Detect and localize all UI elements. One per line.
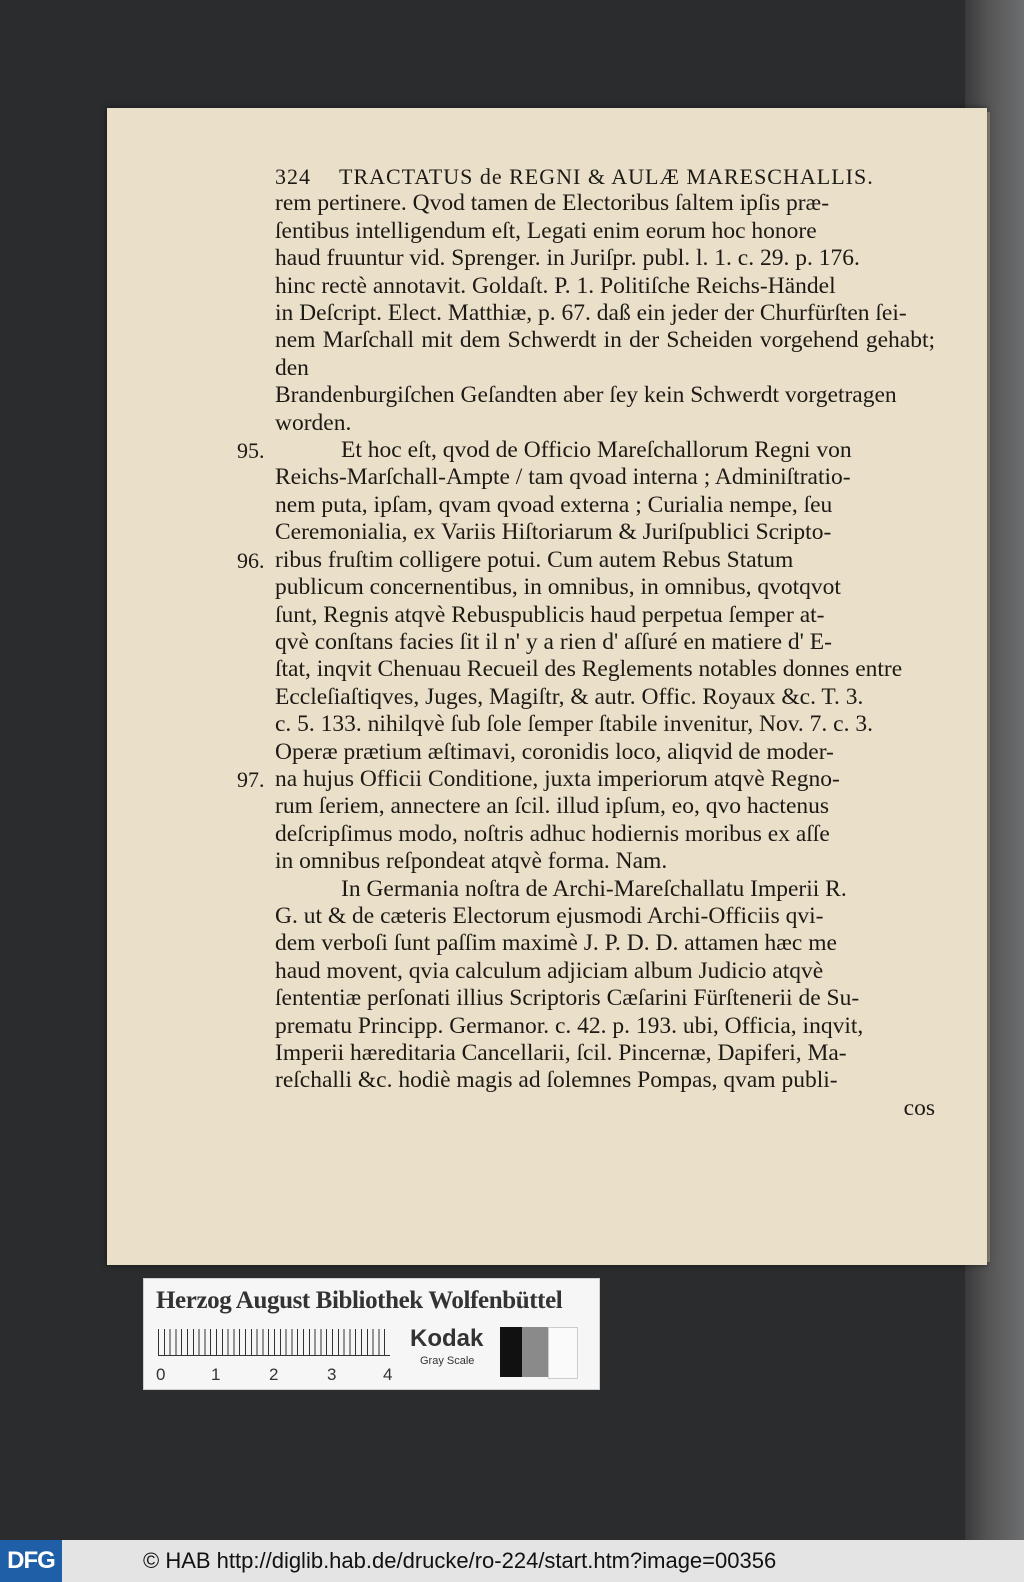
page-number: 324 bbox=[275, 164, 311, 189]
text-line: worden. bbox=[275, 409, 352, 436]
text-line: ſunt, Regnis atqvè Rebuspublicis haud perpetua ſemper at- bbox=[275, 601, 825, 628]
text-line: qvè conſtans facies ſit il n' y a rien d' aſſuré en matiere d' E- bbox=[275, 628, 832, 655]
text-line: hinc rectè annotavit. Goldaſt. P. 1. Politiſche Reichs-Händel bbox=[275, 272, 836, 299]
gray-scale-label: Gray Scale bbox=[420, 1355, 475, 1367]
page-text bbox=[237, 163, 935, 1122]
text-line: c. 5. 133. nihilqvè ſub ſole ſemper ſtabile invenitur, Nov. 7. c. 3. bbox=[275, 711, 873, 738]
margin-number: 96. bbox=[237, 547, 265, 573]
text-line: ſtat, inqvit Chenuau Recueil des Reglements notables donnes entre bbox=[275, 656, 903, 683]
kodak-logo: Kodak bbox=[410, 1325, 484, 1352]
text-line: ſententiæ perſonati illius Scriptoris Cæſarini Fürſtenerii de Su- bbox=[275, 985, 860, 1012]
text-line: Operæ prætium æſtimavi, coronidis loco, aliqvid de moder- bbox=[275, 738, 834, 765]
gray-swatch-black bbox=[500, 1327, 522, 1377]
library-name: Herzog August Bibliothek Wolfenbüttel bbox=[156, 1287, 563, 1314]
text-line: Eccleſiaſtiqves, Juges, Magiſtr, & autr. Offic. Royaux &c. T. 3. bbox=[275, 683, 864, 710]
text-line: 96. ribus fruſtim colligere potui. Cum autem Rebus Statum bbox=[237, 546, 794, 573]
text-line: haud movent, qvia calculum adjiciam album Judicio atqvè bbox=[275, 957, 824, 984]
text-line: ſentibus intelligendum eſt, Legati enim eorum hoc honore bbox=[275, 217, 817, 244]
text-line: in omnibus reſpondeat atqvè forma. Nam. bbox=[275, 848, 668, 875]
text-line: haud fruuntur vid. Sprenger. in Juriſpr. publ. l. 1. c. 29. p. 176. bbox=[275, 245, 860, 272]
text-line: 97. na hujus Officii Conditione, juxta imperiorum atqvè Regno- bbox=[237, 765, 840, 792]
gray-swatch-mid bbox=[522, 1327, 548, 1377]
text-lines bbox=[237, 190, 935, 1122]
catchword: cos bbox=[903, 1094, 935, 1121]
text-line: Brandenburgiſchen Geſandten aber ſey kein Schwerdt vorgetragen bbox=[275, 382, 897, 409]
text-line: deſcripſimus modo, noſtris adhuc hodiernis moribus ex aſſe bbox=[275, 820, 830, 847]
ruler-number: 1 bbox=[211, 1365, 221, 1384]
copyright-link[interactable]: © HAB http://diglib.hab.de/drucke/ro-224/start.htm?image=00356 bbox=[143, 1548, 777, 1573]
book-page bbox=[107, 108, 987, 1265]
text-line: nem Marſchall mit dem Schwerdt in der Scheiden vorgehend gehabt; den bbox=[275, 327, 935, 381]
margin-number: 95. bbox=[237, 438, 265, 464]
gray-swatch-white bbox=[548, 1327, 578, 1379]
ruler-number: 3 bbox=[327, 1365, 337, 1384]
ruler-number: 0 bbox=[156, 1365, 166, 1384]
ruler-number: 4 bbox=[383, 1365, 393, 1384]
text-line: 95. Et hoc eſt, qvod de Officio Mareſchallorum Regni von bbox=[237, 437, 852, 464]
page-header bbox=[275, 163, 935, 190]
margin-number: 97. bbox=[237, 766, 265, 792]
text-line: publicum concernentibus, in omnibus, in omnibus, qvotqvot bbox=[275, 574, 841, 601]
text-line: prematu Principp. Germanor. c. 42. p. 193. ubi, Officia, inqvit, bbox=[275, 1012, 864, 1039]
ruler-number: 2 bbox=[269, 1365, 279, 1384]
text-line: Imperii hæreditaria Cancellarii, ſcil. Pincernæ, Dapiferi, Ma- bbox=[275, 1040, 847, 1066]
text-line: dem verboſi ſunt paſſim maximè J. P. D. D. attamen hæc me bbox=[275, 930, 837, 957]
dfg-logo: DFG bbox=[0, 1540, 62, 1582]
text-line: in Deſcript. Elect. Matthiæ, p. 67. daß ein jeder der Churfürſten ſei- bbox=[275, 300, 907, 327]
text-line: Ceremonialia, ex Variis Hiſtoriarum & Juriſpublici Scripto- bbox=[275, 519, 832, 546]
text-line: rum ſeriem, annectere an ſcil. illud ipſum, eo, qvo hactenus bbox=[275, 793, 830, 820]
running-title: TRACTATUS de REGNI & AULÆ MARESCHALLIS. bbox=[339, 164, 874, 189]
text-line: G. ut & de cæteris Electorum ejusmodi Archi-Officiis qvi- bbox=[275, 902, 824, 929]
footer-bar bbox=[0, 1540, 1024, 1582]
text-line: Reichs-Marſchall-Ampte / tam qvoad interna ; Adminiſtratio- bbox=[275, 464, 851, 491]
text-line: In Germania noſtra de Archi-Mareſchallatu Imperii R. bbox=[341, 875, 847, 902]
text-line: rem pertinere. Qvod tamen de Electoribus ſaltem ipſis præ- bbox=[275, 190, 830, 217]
library-label bbox=[143, 1278, 600, 1390]
text-line: nem puta, ipſam, qvam qvoad externa ; Curialia nempe, ſeu bbox=[275, 491, 833, 518]
scale-ruler bbox=[158, 1329, 390, 1356]
text-line: reſchalli &c. hodiè magis ad ſolemnes Pompas, qvam publi- bbox=[275, 1067, 838, 1094]
